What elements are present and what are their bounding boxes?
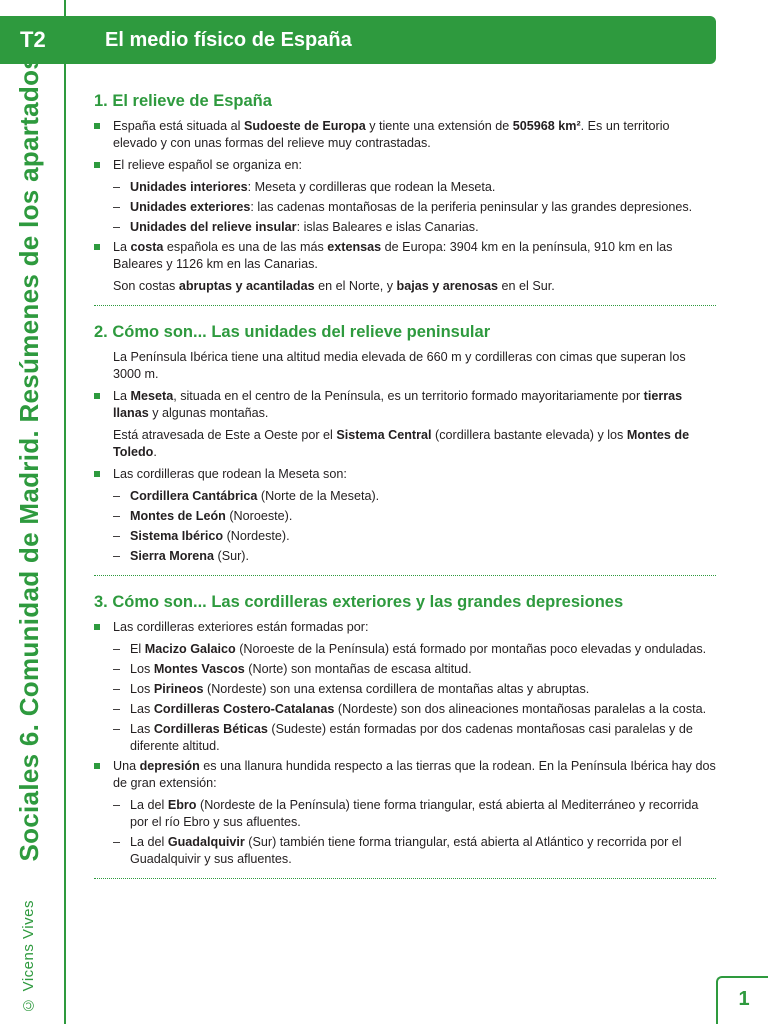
text-run: (Noroeste). <box>225 509 293 523</box>
bold-term: Ebro <box>167 798 197 812</box>
paragraph <box>94 278 716 295</box>
bold-term: Meseta <box>130 389 174 403</box>
unit-code: T2 <box>20 27 46 52</box>
section-title: 2. Cómo son... Las unidades del relieve peninsular <box>94 323 491 341</box>
dash-item <box>94 508 716 525</box>
bold-term: Sierra Morena <box>130 549 214 563</box>
bold-term: Montes de León <box>130 509 226 523</box>
text-run: Son costas <box>113 279 179 293</box>
dash-item <box>94 681 716 698</box>
bold-term: Unidades interiores <box>130 180 248 194</box>
text-run: El <box>130 642 145 656</box>
dash-item <box>94 701 716 718</box>
bold-term: Montes de Toledo <box>113 428 690 459</box>
text-run: : islas Baleares e islas Canarias. <box>296 220 479 234</box>
section-title: 3. Cómo son... Las cordilleras exteriores y las grandes depresiones <box>94 593 624 611</box>
bold-term: Montes Vascos <box>153 662 245 676</box>
bold-term: Unidades del relieve insular <box>130 220 297 234</box>
text-run: Las cordilleras exteriores están formadas por: <box>113 620 369 634</box>
text-run: . <box>153 445 157 459</box>
dash-item <box>94 661 716 678</box>
bold-term: bajas y arenosas <box>396 279 499 293</box>
header-bar <box>0 16 716 64</box>
text-run: La <box>113 240 131 254</box>
dash-item <box>94 219 716 236</box>
text-run: La <box>113 389 131 403</box>
text-run: (Sur) también tiene forma triangular, está abierta al Atlántico y recorrida por el Guadalquivir y sus afluentes. <box>130 835 682 866</box>
dash-item <box>94 721 716 755</box>
bold-term: extensas <box>327 240 382 254</box>
text-run: Las cordilleras que rodean la Meseta son: <box>113 467 347 481</box>
text-run: España está situada al <box>113 119 244 133</box>
bullet-item <box>94 157 716 174</box>
book-title: Sociales 6. Comunidad de Madrid. Resúmenes de los apartados <box>13 55 44 863</box>
dash-item <box>94 797 716 831</box>
bold-term: Sudoeste de Europa <box>243 119 366 133</box>
bold-term: Cordilleras Costero-Catalanas <box>153 702 335 716</box>
sidebar <box>6 55 52 1014</box>
section-divider <box>94 878 716 879</box>
paragraph <box>94 349 716 383</box>
text-run: La del <box>130 798 168 812</box>
text-run: Está atravesada de Este a Oeste por el <box>113 428 337 442</box>
section-divider <box>94 575 716 576</box>
bold-term: depresión <box>139 759 200 773</box>
text-run: Las <box>130 702 154 716</box>
bold-term: costa <box>130 240 164 254</box>
text-run: (Noroeste de la Península) está formado por montañas poco elevadas y onduladas. <box>235 642 707 656</box>
text-run: (cordillera bastante elevada) y los <box>431 428 627 442</box>
text-run: : las cadenas montañosas de la periferia peninsular y las grandes depresiones. <box>250 200 693 214</box>
dash-item <box>94 199 716 216</box>
bullet-item <box>94 118 716 152</box>
main-content <box>94 92 716 896</box>
dash-item <box>94 488 716 505</box>
text-run: Los <box>130 682 154 696</box>
bold-term: Sistema Central <box>336 428 432 442</box>
bullet-item <box>94 619 716 636</box>
text-run: : Meseta y cordilleras que rodean la Meseta. <box>247 180 496 194</box>
margin-rule <box>64 0 66 1024</box>
dash-item <box>94 528 716 545</box>
text-run: en el Norte, y <box>314 279 397 293</box>
bold-term: abruptas y acantiladas <box>178 279 315 293</box>
text-run: (Nordeste). <box>223 529 290 543</box>
bold-term: Cordillera Cantábrica <box>130 489 258 503</box>
bold-term: tierras llanas <box>113 389 683 420</box>
page-number-box <box>716 976 768 1024</box>
section-title: 1. El relieve de España <box>94 92 272 110</box>
paragraph <box>94 427 716 461</box>
page-number: 1 <box>738 988 750 1010</box>
bold-term: 505968 km² <box>512 119 581 133</box>
bullet-item <box>94 758 716 792</box>
text-run: de Europa: 3904 km en la península, 910 km en las Baleares y 1126 km en las Canarias. <box>113 240 673 271</box>
text-run: española es una de las más <box>163 240 328 254</box>
bold-term: Cordilleras Béticas <box>153 722 268 736</box>
bold-term: Macizo Galaico <box>144 642 236 656</box>
text-run: y algunas montañas. <box>148 406 269 420</box>
text-run: La del <box>130 835 168 849</box>
text-run: Los <box>130 662 154 676</box>
bold-term: Unidades exteriores <box>130 200 251 214</box>
text-run: (Sudeste) están formadas por dos cadenas montañosas casi paralelas y de diferente altitud. <box>130 722 693 753</box>
text-run: . Es un territorio elevado y con unas formas del relieve muy contrastadas. <box>113 119 670 150</box>
sidebar-text <box>14 55 45 1014</box>
publisher-brand: © Vicens Vives <box>19 900 37 1014</box>
bullet-item <box>94 466 716 483</box>
text-run: (Nordeste) son dos alineaciones montañosas paralelas a la costa. <box>334 702 707 716</box>
bullet-item <box>94 239 716 273</box>
text-run: Las <box>130 722 154 736</box>
text-run: El relieve español se organiza en: <box>113 158 303 172</box>
bullet-item <box>94 388 716 422</box>
section-divider <box>94 305 716 306</box>
text-run: y tiente una extensión de <box>365 119 513 133</box>
text-run: Una <box>113 759 140 773</box>
bold-term: Pirineos <box>153 682 204 696</box>
text-run: , situada en el centro de la Península, es un territorio formado mayoritariamente por <box>173 389 644 403</box>
text-run: La Península Ibérica tiene una altitud media elevada de 660 m y cordilleras con cimas que superan los 3000 m. <box>113 350 686 381</box>
dash-item <box>94 548 716 565</box>
bold-term: Sistema Ibérico <box>130 529 224 543</box>
dash-item <box>94 834 716 868</box>
dash-item <box>94 179 716 196</box>
bold-term: Guadalquivir <box>167 835 245 849</box>
text-run: (Norte de la Meseta). <box>257 489 380 503</box>
text-run: (Norte) son montañas de escasa altitud. <box>244 662 472 676</box>
text-run: en el Sur. <box>498 279 555 293</box>
dash-item <box>94 641 716 658</box>
text-run: (Nordeste de la Península) tiene forma triangular, está abierta al Mediterráneo y recorrida por el río Ebro y sus afluentes. <box>130 798 699 829</box>
text-run: (Sur). <box>214 549 249 563</box>
text-run: es una llanura hundida respecto a las tierras que la rodean. En la Península Ibérica hay dos de gran extensión: <box>113 759 716 790</box>
text-run: (Nordeste) son una extensa cordillera de montañas altas y abruptas. <box>203 682 590 696</box>
page-title: El medio físico de España <box>105 29 352 51</box>
